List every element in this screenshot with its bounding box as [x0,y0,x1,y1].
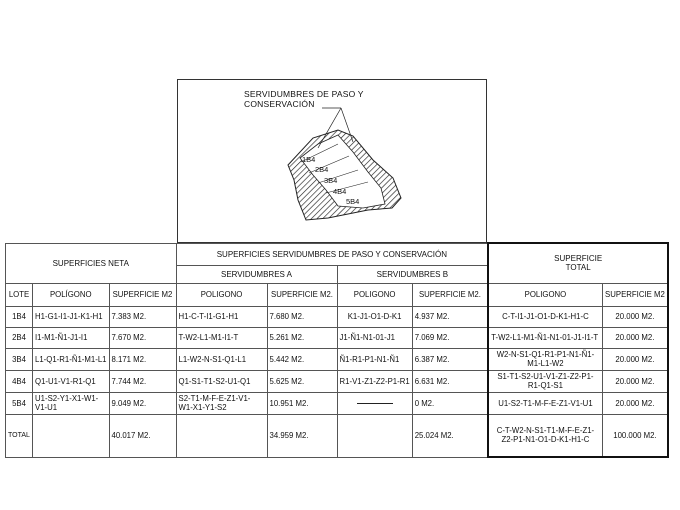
location-map [177,79,487,243]
cell-superficie: 7.383 M2. [109,306,176,327]
map-title [244,89,364,109]
cell-poligono-total: C-T-I1-J1-O1-D-K1-H1-C [488,306,602,327]
cell-superficie-total: 20.000 M2. [602,348,668,370]
cell-superficie: 7.744 M2. [109,370,176,392]
table-row [6,306,669,327]
cell-total-poligono-b [337,414,412,457]
cell-poligono: U1-S2-Y1-X1-W1-V1-U1 [33,392,110,414]
cell-poligono: I1-M1-Ñ1-J1-I1 [33,327,110,348]
col-superficie-total: SUPERFICIE M2 [602,283,668,306]
cell-superficie-b: 6.631 M2. [412,370,488,392]
cell-total-label: TOTAL [6,414,33,457]
table-row [6,348,669,370]
cell-superficie-b: 6.387 M2. [412,348,488,370]
surfaces-table [5,242,669,458]
cell-total-superficie-total: 100.000 M2. [602,414,668,457]
cell-superficie-total: 20.000 M2. [602,392,668,414]
cell-poligono-total: U1-S2-T1-M-F-E-Z1-V1-U1 [488,392,602,414]
cell-superficie-a: 5.261 M2. [267,327,337,348]
cell-poligono-a: H1-C-T-I1-G1-H1 [176,306,267,327]
col-poligono-b: POLIGONO [337,283,412,306]
cell-poligono-b [337,392,412,414]
map-title-line2: CONSERVACIÓN [244,99,315,109]
cell-total-superficie-a: 34.959 M2. [267,414,337,457]
cell-lote: 2B4 [6,327,33,348]
empty-dash [357,403,393,404]
header-servidumbres: SUPERFICIES SERVIDUMBRES DE PASO Y CONSERVACIÓN [176,243,488,265]
header-total-line1: SUPERFICIE [554,254,603,264]
cell-poligono-b: K1-J1-O1-D-K1 [337,306,412,327]
cell-poligono-a: S2-T1-M-F-E-Z1-V1-W1-X1-Y1-S2 [176,392,267,414]
cell-superficie: 7.670 M2. [109,327,176,348]
col-poligono-total: POLIGONO [488,283,602,306]
col-superficie: SUPERFICIE M2 [109,283,176,306]
cell-total-poligono-total: C-T-W2-N-S1-T1-M-F-E-Z1-Z2-P1-N1-O1-D-K1-H1-C [488,414,602,457]
cell-poligono-a: L1-W2-N-S1-Q1-L1 [176,348,267,370]
cell-poligono-total: T-W2-L1-M1-Ñ1-N1-01-J1-I1-T [488,327,602,348]
cell-lote: 4B4 [6,370,33,392]
cell-poligono: L1-Q1-R1-Ñ1-M1-L1 [33,348,110,370]
cell-superficie-b: 7.069 M2. [412,327,488,348]
cell-superficie-b: 4.937 M2. [412,306,488,327]
cell-total-poligono-a [176,414,267,457]
col-superficie-b: SUPERFICIE M2. [412,283,488,306]
cell-poligono: H1-G1-I1-J1-K1-H1 [33,306,110,327]
cell-poligono: Q1-U1-V1-R1-Q1 [33,370,110,392]
header-superficie-total [488,243,668,283]
header-servidumbres-a: SERVIDUMBRES A [176,265,337,283]
map-title-line1: SERVIDUMBRES DE PASO Y [244,89,364,99]
lot-label-4b4: 4B4 [333,187,347,196]
table-row [6,392,669,414]
col-superficie-a: SUPERFICIE M2. [267,283,337,306]
lot-label-5b4: 5B4 [346,197,360,206]
cell-superficie-total: 20.000 M2. [602,370,668,392]
cell-superficie: 8.171 M2. [109,348,176,370]
cell-superficie-a: 5.442 M2. [267,348,337,370]
cell-poligono-a: Q1-S1-T1-S2-U1-Q1 [176,370,267,392]
table-row-total [6,414,669,457]
col-poligono-a: POLIGONO [176,283,267,306]
table-row [6,370,669,392]
cell-poligono-total: W2-N-S1-Q1-R1-P1-N1-Ñ1-M1-L1-W2 [488,348,602,370]
header-superficies-neta: SUPERFICIES NETA [6,243,177,283]
col-poligono: POLÍGONO [33,283,110,306]
cell-total-poligono [33,414,110,457]
cell-total-superficie: 40.017 M2. [109,414,176,457]
cell-superficie: 9.049 M2. [109,392,176,414]
cell-poligono-total: S1-T1-S2-U1-V1-Z1-Z2-P1-R1-Q1-S1 [488,370,602,392]
cell-poligono-b: Ñ1-R1-P1-N1-Ñ1 [337,348,412,370]
cell-poligono-b: R1-V1-Z1-Z2-P1-R1 [337,370,412,392]
col-lote: LOTE [6,283,33,306]
cell-superficie-a: 5.625 M2. [267,370,337,392]
cell-superficie-total: 20.000 M2. [602,306,668,327]
header-servidumbres-b: SERVIDUMBRES B [337,265,488,283]
lot-label-1b4: 1B4 [302,155,316,164]
cell-lote: 5B4 [6,392,33,414]
table-row [6,327,669,348]
cell-lote: 1B4 [6,306,33,327]
cell-superficie-a: 10.951 M2. [267,392,337,414]
cell-poligono-b: J1-Ñ1-N1-01-J1 [337,327,412,348]
lot-label-2b4: 2B4 [315,165,329,174]
cell-total-superficie-b: 25.024 M2. [412,414,488,457]
cell-poligono-a: T-W2-L1-M1-I1-T [176,327,267,348]
cell-superficie-total: 20.000 M2. [602,327,668,348]
cell-superficie-b: 0 M2. [412,392,488,414]
header-total-line2: TOTAL [565,263,591,273]
cell-superficie-a: 7.680 M2. [267,306,337,327]
lot-label-3b4: 3B4 [324,176,338,185]
cell-lote: 3B4 [6,348,33,370]
